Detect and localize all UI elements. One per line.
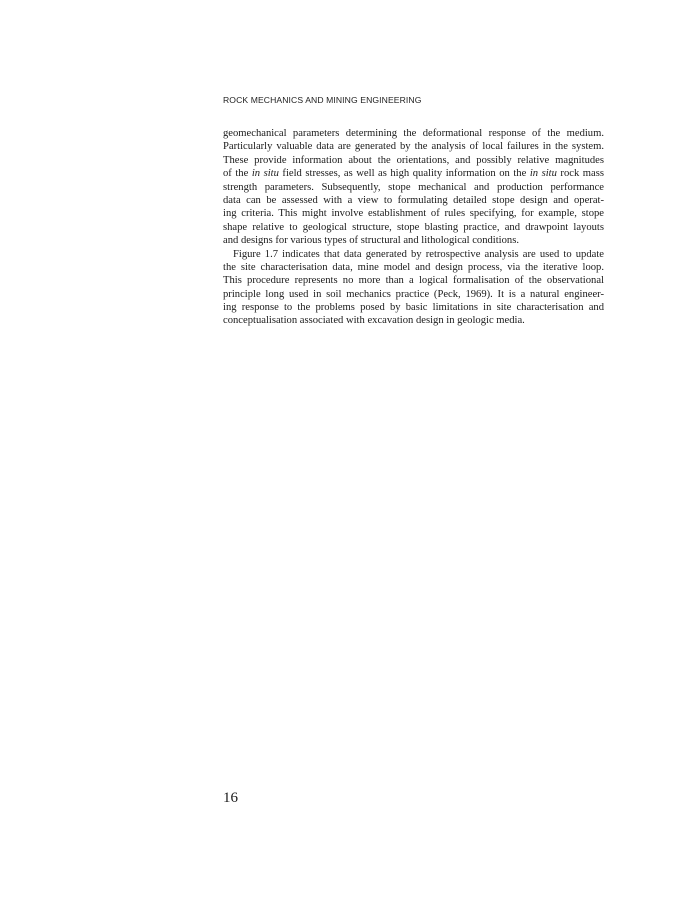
paragraph-2 bbox=[223, 248, 604, 328]
text-line: geomechanical parameters determining the deformational response of the medium. bbox=[223, 128, 604, 139]
text-line bbox=[223, 167, 604, 180]
text-line: data can be assessed with a view to formulating detailed stope design and operat- bbox=[223, 194, 604, 206]
text-line: ing response to the problems posed by basic limitations in site characterisation and bbox=[223, 302, 604, 314]
text-line: Figure 1.7 indicates that data generated by retrospective analysis are used to update bbox=[233, 248, 604, 260]
text-line: Particularly valuable data are generated by the analysis of local failures in the system. bbox=[223, 141, 604, 153]
text-line: These provide information about the orientations, and possibly relative magnitudes bbox=[223, 154, 604, 166]
text-line: strength parameters. Subsequently, stope mechanical and production performance bbox=[223, 181, 604, 193]
paragraph-1 bbox=[223, 127, 604, 248]
italic-term: in situ bbox=[251, 168, 279, 180]
page-number: 16 bbox=[223, 790, 238, 806]
text-line: This procedure represents no more than a logical formalisation of the observational bbox=[223, 275, 604, 287]
text-run: field stresses, as well as high quality information on the bbox=[278, 168, 530, 180]
text-line: and designs for various types of structural and lithological conditions. bbox=[223, 235, 519, 247]
text-line: conceptualisation associated with excavation design in geologic media. bbox=[223, 315, 525, 327]
text-run: of the bbox=[223, 168, 252, 180]
text-line: principle long used in soil mechanics practice (Peck, 1969). It is a natural engineer- bbox=[223, 288, 604, 300]
italic-term: in situ bbox=[529, 168, 557, 180]
text-line: ing criteria. This might involve establishment of rules specifying, for example, stope bbox=[223, 208, 604, 220]
text-line: the site characterisation data, mine model and design process, via the iterative loop. bbox=[223, 261, 604, 273]
body-text bbox=[223, 127, 604, 328]
running-head: ROCK MECHANICS AND MINING ENGINEERING bbox=[223, 95, 422, 105]
text-run: rock mass bbox=[556, 168, 604, 180]
text-line: shape relative to geological structure, stope blasting practice, and drawpoint layouts bbox=[223, 221, 604, 233]
